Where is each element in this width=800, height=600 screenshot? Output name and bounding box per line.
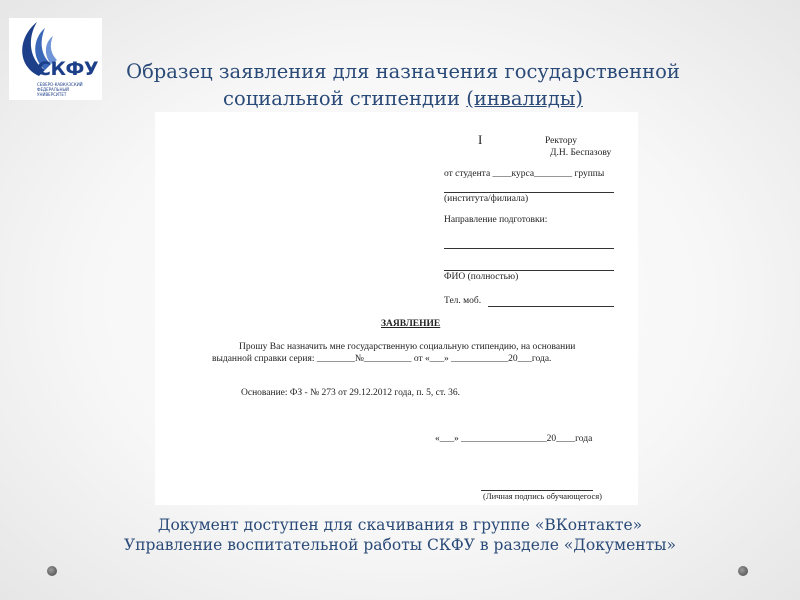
doc-addressee: Ректору (545, 136, 578, 146)
doc-from-student: от студента ____курса________ группы (444, 169, 605, 179)
doc-body-line-2: выданной справки серия: ________№__________ от «___» ____________20___года. (212, 354, 552, 364)
doc-rector-name: Д.Н. Беспазову (550, 148, 612, 158)
logo-text: СКФУ (37, 58, 98, 80)
doc-institute-label: (института/филиала) (444, 194, 529, 204)
cursor-mark: I (478, 132, 483, 147)
doc-body-line-1: Прошу Вас назначить мне государственную социальную стипендию, на основании (239, 342, 576, 352)
right-bullet-icon (738, 566, 748, 576)
doc-line (488, 306, 614, 307)
doc-direction-label: Направление подготовки: (444, 215, 548, 225)
doc-fio-label: ФИО (полностью) (444, 272, 519, 282)
doc-signature-label: (Личная подпись обучающегося) (483, 491, 602, 501)
doc-line (444, 248, 614, 249)
title-line-1: Образец заявления для назначения государственной (126, 60, 680, 83)
title-line-2 (108, 85, 698, 112)
doc-basis: Основание: ФЗ - № 273 от 29.12.2012 года, п. 5, ст. 36. (241, 388, 460, 398)
slide-footer (60, 515, 740, 555)
doc-phone-label: Тел. моб. (444, 296, 482, 306)
doc-line (444, 270, 614, 271)
left-bullet-icon (47, 566, 57, 576)
footer-line-2: Управление воспитательной работы СКФУ в разделе «Документы» (124, 536, 676, 554)
title-line-2-underlined: (инвалиды) (466, 87, 583, 110)
doc-date-line: «___» __________________20____года (435, 434, 593, 444)
doc-line (444, 192, 614, 193)
logo-subtitle: СЕВЕРО-КАВКАЗСКИЙ ФЕДЕРАЛЬНЫЙ УНИВЕРСИТЕТ (37, 82, 83, 97)
university-logo (9, 18, 102, 100)
title-line-2-text: социальной стипендии (223, 87, 467, 110)
doc-heading: ЗАЯВЛЕНИЕ (381, 319, 441, 329)
application-form-sample (155, 112, 638, 505)
footer-line-1: Документ доступен для скачивания в группе «ВКонтакте» (157, 516, 643, 534)
slide-title (108, 58, 698, 112)
